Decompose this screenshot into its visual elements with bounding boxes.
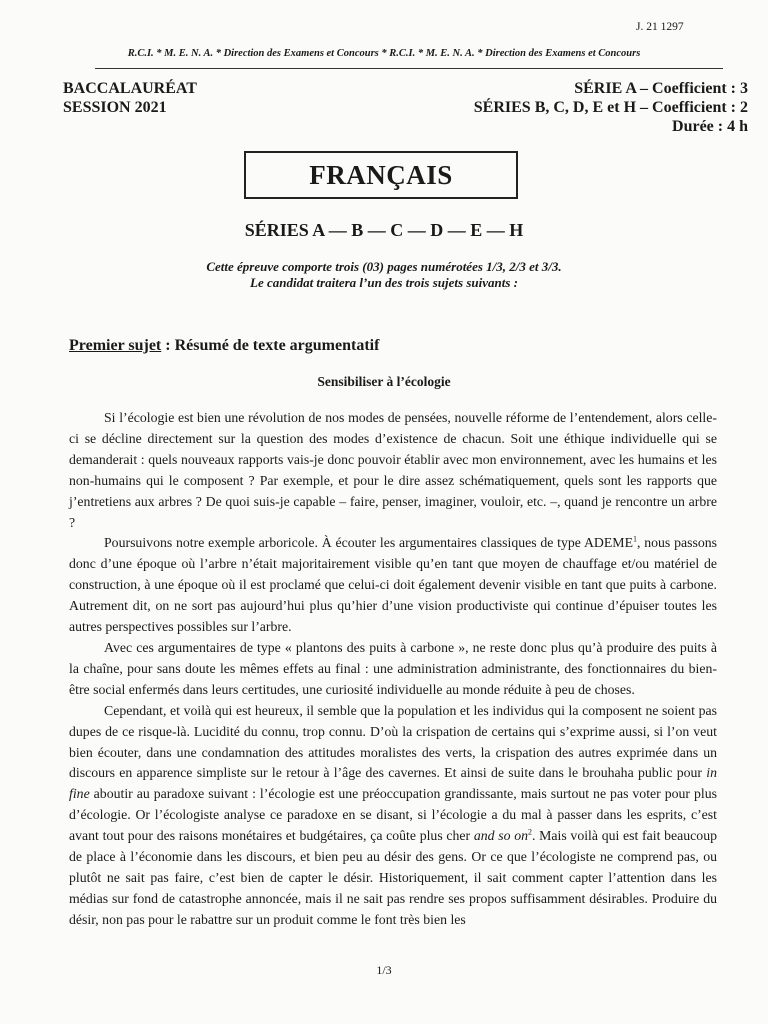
paragraph-text: Si l’écologie est bien une révolution de nos modes de pensées, nouvelle réforme de l’entendement, alors celle-ci se décline directement sur la question des modes d’existence de chacun. Soit une éthique individuelle qui se demanderait : quels nouveaux rapports vais-je donc pouvoir établir avec mon environnement, avec les humains et les non-humains qui le composent ? Par exemple, et pour le dire assez schématiquement, quels sont les rapports que j’entretiens aux arbres ? De quoi suis-je capable – faire, penser, imaginer, vouloir, etc. –, quand je rencontre un arbre ? [69,410,717,530]
header-divider [95,68,723,69]
paragraph-text: , nous passons donc d’une époque où l’arbre n’était majoritairement visible qu’en tant que moyen de chauffage et/ou matériel de construction, à une époque où il est proclamé que celui-ci doit également devenir visible en tant que puits à carbone. Autrement dit, on ne sort pas aujourd’hui plus qu’hier d’une vision productiviste qui continue d’épuiser toutes les autres perspectives possibles sur l’arbre. [69,535,717,635]
exam-info [63,79,197,117]
paragraph [69,701,717,931]
ministry-banner: R.C.I. * M. E. N. A. * Direction des Examens et Concours * R.C.I. * M. E. N. A. * Direction des Examens et Concours [127,48,641,59]
paragraph-text: aboutir au paradoxe suivant : l’écologie est une préoccupation grandissante, mais surtout ne pas voter pour plus d’écologie. Or l’écologiste analyse ce paradoxe en se disant, si l’écologie a du mal à passer dans les esprits, c’est avant tout pour des raisons monétaires et budgétaires, ça coûte plus cher [69,786,717,844]
subject-title-box [244,151,518,199]
footnote-marker: 1 [633,534,637,544]
emphasized-text: and so on [473,828,528,844]
coefficient-series-bcdeh: SÉRIES B, C, D, E et H – Coefficient : 2 [473,99,748,116]
paragraph [69,533,717,638]
subject-title: FRANÇAIS [309,159,453,190]
first-subject-type: : Résumé de texte argumentatif [161,337,380,354]
instruction-pages: Cette épreuve comporte trois (03) pages numérotées 1/3, 2/3 et 3/3. [206,259,562,274]
paragraph-text: . Mais voilà qui est fait beaucoup de place à l’économie dans les discours, et bien peu au désir des gens. Or ce que l’écologiste ne comprend pas, ou plutôt ne sait pas faire, c’est bien de capter le désir. Historiquement, il sait comment capter l’attention dans les médias sur fond de catastrophe annoncée, mais il ne sait pas rendre ses propos suffisamment désirables. Produire du désir, non pas pour le rabattre sur un produit comme le font très bien les [69,828,717,927]
text-title: Sensibiliser à l’écologie [317,374,451,389]
instruction-choice: Le candidat traitera l’un des trois sujets suivants : [250,275,518,290]
argumentative-text [69,408,717,931]
paragraph [69,638,717,701]
series-line: SÉRIES A — B — C — D — E — H [244,220,524,240]
first-subject-label: Premier sujet [69,337,162,354]
paragraph-text: Avec ces argumentaires de type « plantons des puits à carbone », ne reste donc plus qu’à produire des puits à la chaîne, pour sans doute les mêmes effets au final : une administration administrante, des fonctionnaires du bien-être social enfermés dans leurs certitudes, une curiosité individuelle au monde réduite à peu de choses. [69,639,717,697]
paragraph-text: Poursuivons notre exemple arboricole. À écouter les argumentaires classiques de type ADEME [104,535,633,551]
page-number: 1/3 [376,963,392,977]
paragraph [69,408,717,533]
instructions [0,259,768,291]
first-subject-heading [69,337,379,355]
exam-name: BACCALAURÉAT [63,80,197,97]
coefficient-series-a: SÉRIE A – Coefficient : 3 [574,80,748,97]
emphasized-text: in fine [69,765,717,802]
footnote-marker: 2 [528,827,532,837]
paragraph-text: Cependant, et voilà qui est heureux, il semble que la population et les individus qui la composent ne soient pas dupes de ce risque-là. Lucidité du connu, trop connu. D’où la crispation de certains qui s’exprime aussi, si l’on veut bien écouter, dans une condamnation des attitudes moralistes des verts, la crispation des autres exprimée dans un discours en apparence simpliste sur le retour à l’âge des cavernes. Et ainsi de suite dans le brouhaha public pour [69,702,717,781]
exam-session: SESSION 2021 [63,99,167,116]
document-code: J. 21 1297 [636,21,684,33]
exam-duration: Durée : 4 h [672,118,748,135]
coefficient-info [474,79,748,136]
